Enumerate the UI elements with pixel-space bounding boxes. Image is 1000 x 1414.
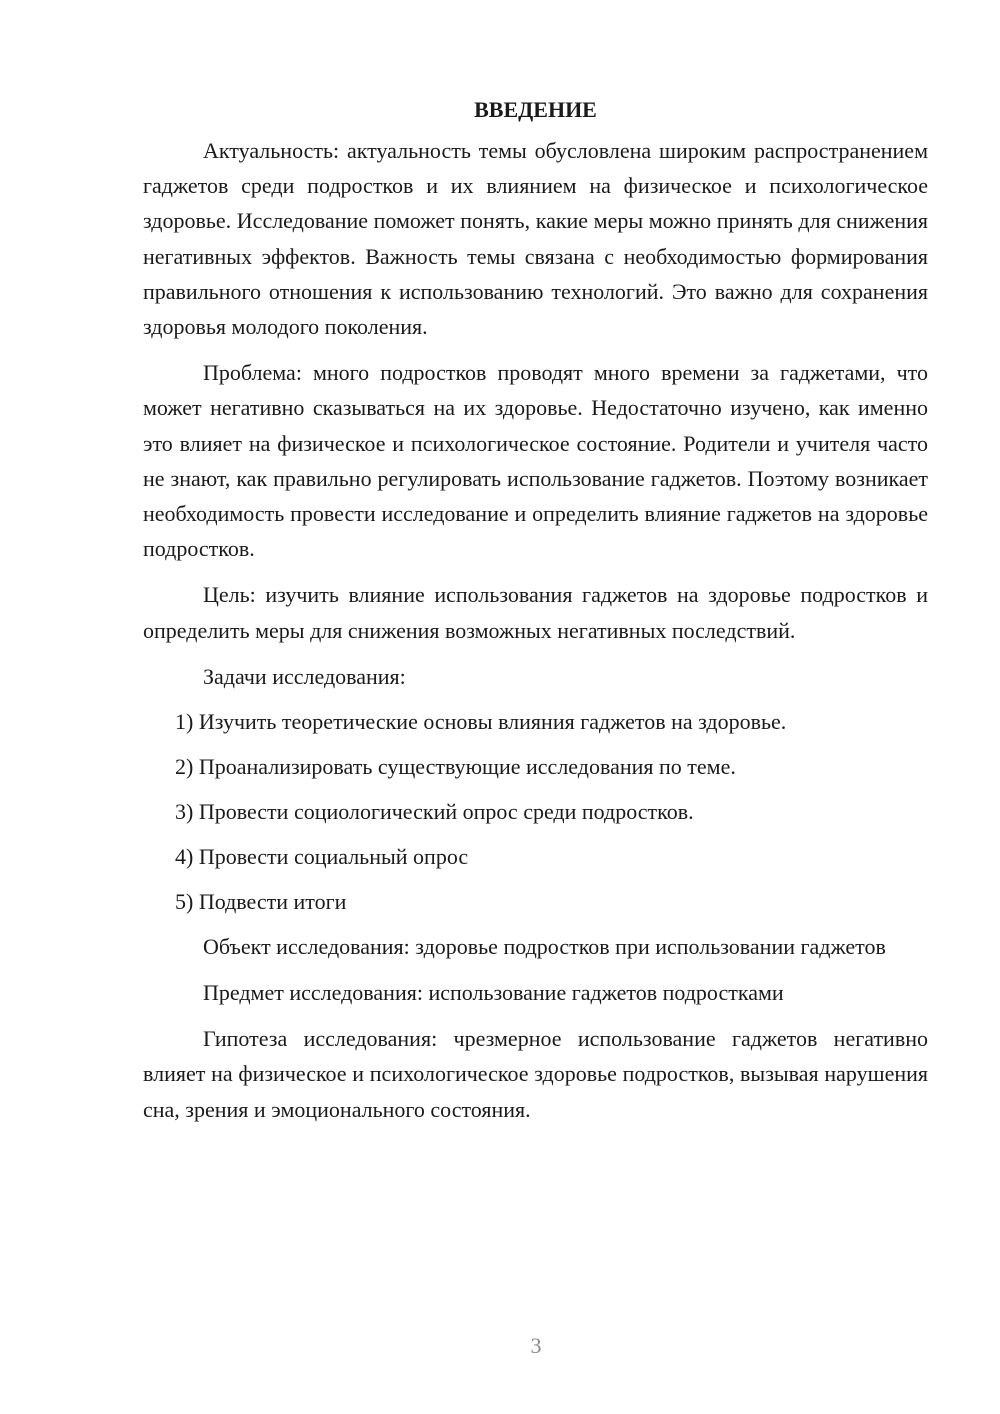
page-title: ВВЕДЕНИЕ	[474, 97, 597, 122]
list-item: 4) Провести социальный опрос	[175, 843, 469, 869]
list-item: 5) Подвести итоги	[175, 888, 347, 914]
page-number: 3	[530, 1333, 542, 1358]
list-item: 1) Изучить теоретические основы влияния гаджетов на здоровье.	[175, 708, 787, 734]
tasks-heading: Задачи исследования:	[203, 663, 406, 689]
paragraph-relevance: Актуальность: актуальность темы обусловлена широким распространением гаджетов среди подростков и их влиянием на физическое и психологическое здоровье. Исследование поможет понять, какие меры можно принять для снижения негативных эффектов. Важность темы связана с необходимостью формирования правильного отношения к использованию технологий. Это важно для сохранения здоровья молодого поколения.	[143, 138, 928, 340]
paragraph-subject: Предмет исследования: использование гаджетов подростками	[203, 980, 784, 1006]
document-page	[143, 92, 928, 1138]
paragraph-object: Объект исследования: здоровье подростков при использовании гаджетов	[203, 933, 886, 959]
paragraph-hypothesis: Гипотеза исследования: чрезмерное использование гаджетов негативно влияет на физическое и психологическое здоровье подростков, вызывая нарушения сна, зрения и эмоционального состояния.	[143, 1026, 928, 1122]
list-item: 3) Провести социологический опрос среди подростков.	[175, 798, 694, 824]
list-item: 2) Проанализировать существующие исследования по теме.	[175, 753, 736, 779]
paragraph-goal: Цель: изучить влияние использования гаджетов на здоровье подростков и определить меры для снижения возможных негативных последствий.	[143, 582, 928, 643]
paragraph-problem: Проблема: много подростков проводят много времени за гаджетами, что может негативно сказываться на их здоровье. Недостаточно изучено, как именно это влияет на физическое и психологическое состояние. Родители и учителя часто не знают, как правильно регулировать использование гаджетов. Поэтому возникает необходимость провести исследование и определить влияние гаджетов на здоровье подростков.	[143, 360, 928, 562]
tasks-list	[143, 704, 928, 919]
